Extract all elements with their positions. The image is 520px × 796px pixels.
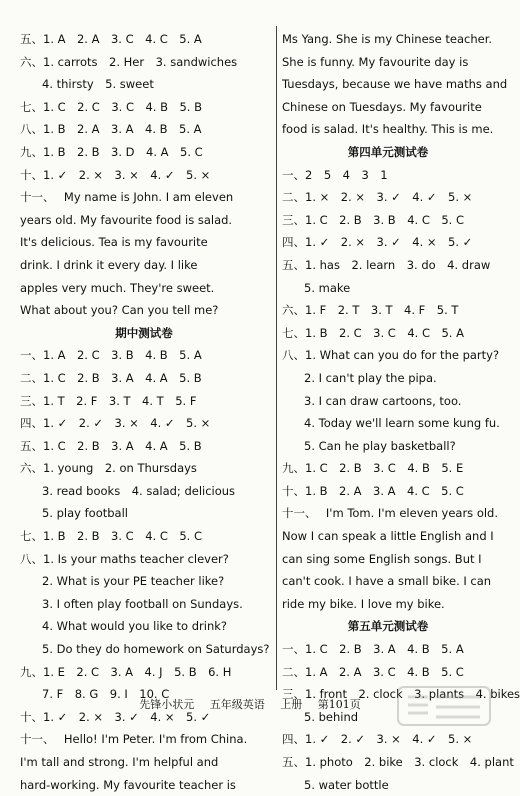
right-answer-line: 四、1. ✓ 2. ✓ 3. × 4. ✓ 5. × [282,732,473,747]
footer-grade: 五年级英语 [209,698,265,711]
left-answer-line: 5. Do they do homework on Saturdays? [42,642,270,657]
left-answer-line: 九、1. E 2. C 3. A 4. J 5. B 6. H [20,664,232,679]
right-answer-line: 九、1. C 2. B 3. C 4. B 5. E [282,461,464,476]
right-answer-line: 一、2 5 4 3 1 [282,167,388,182]
left-answer-line: 五、1. A 2. A 3. C 4. C 5. A [20,32,202,46]
right-answer-line: 4. Today we'll learn some kung fu. [304,416,500,431]
right-answer-line: She is funny. My favourite day is [282,54,469,69]
section-heading: 第四单元测试卷 [347,144,429,159]
left-answer-line: 三、1. T 2. F 3. T 4. T 5. F [20,393,197,408]
left-column [20,28,268,796]
left-answer-line: 七、1. C 2. C 3. C 4. B 5. B [20,99,203,114]
left-answer-line: hard-working. My favourite teacher is [20,777,236,792]
left-answer-line: 2. What is your PE teacher like? [42,574,225,589]
right-answer-line: 四、1. ✓ 2. × 3. ✓ 4. × 5. ✓ [282,235,473,250]
left-answer-line: 六、1. carrots 2. Her 3. sandwiches [20,54,238,69]
right-answer-line: 3. I can draw cartoons, too. [304,393,462,408]
right-answer-line: 十、1. B 2. A 3. A 4. C 5. C [282,483,464,498]
right-answer-line: Ms Yang. She is my Chinese teacher. [282,32,493,46]
right-answer-line: 5. Can he play basketball? [304,438,456,453]
right-answer-line: 五、1. has 2. learn 3. do 4. draw [282,257,491,272]
right-answer-line: Now I can speak a little English and I [282,529,494,544]
watermark-stamp-icon [396,685,492,727]
right-answer-line: 八、1. What can you do for the party? [282,348,500,363]
right-answer-line: Tuesdays, because we have maths and [282,77,508,92]
left-answer-line: 4. thirsty 5. sweet [42,77,154,92]
right-answer-line: 七、1. B 2. C 3. C 4. C 5. A [282,325,464,340]
right-column [282,28,520,796]
right-answer-line: 六、1. F 2. T 3. T 4. F 5. T [282,303,459,318]
left-answer-line: 5. play football [42,506,128,521]
right-answer-line: 五、1. photo 2. bike 3. clock 4. plant [282,755,514,769]
left-answer-line: 五、1. C 2. B 3. A 4. A 5. B [20,438,202,453]
section-heading: 期中测试卷 [115,325,173,340]
left-answer-line: 六、1. young 2. on Thursdays [20,461,197,476]
left-answer-line: 十一、 My name is John. I am eleven [20,190,234,205]
left-answer-line: 十、1. ✓ 2. × 3. × 4. ✓ 5. × [20,167,211,182]
left-answer-line: 一、1. A 2. C 3. B 4. B 5. A [20,348,202,363]
left-answer-line: 7. F 8. G 9. I 10. C [42,687,170,702]
left-answer-line: drink. I drink it every day. I like [20,257,198,272]
right-answer-line: ride my bike. I love my bike. [282,596,445,611]
section-heading: 第五单元测试卷 [347,619,429,634]
right-answer-line: 5. make [304,280,351,295]
right-answer-line: 二、1. A 2. A 3. C 4. B 5. C [282,664,464,679]
left-answer-line: 七、1. B 2. B 3. C 4. C 5. C [20,529,203,544]
right-answer-line: 十一、 I'm Tom. I'm eleven years old. [282,506,499,521]
left-answer-line: 二、1. C 2. B 3. A 4. A 5. B [20,370,202,385]
footer-page-number: 第101页 [317,698,361,711]
left-answer-line: 九、1. B 2. B 3. D 4. A 5. C [20,144,203,159]
right-answer-line: 2. I can't play the pipa. [304,370,437,385]
right-answer-line: can't cook. I have a small bike. I can [282,574,492,589]
left-answer-line: I'm tall and strong. I'm helpful and [20,755,219,769]
left-answer-line: apples very much. They're sweet. [20,280,215,295]
left-answer-line: 十、1. ✓ 2. × 3. ✓ 4. × 5. ✓ [20,709,211,724]
left-answer-line: 3. read books 4. salad; delicious [42,483,236,498]
right-answer-line: 5. behind [304,709,359,724]
left-answer-line: 十一、 Hello! I'm Peter. I'm from China. [20,732,248,747]
left-answer-line: 八、1. B 2. A 3. A 4. B 5. A [20,122,202,137]
footer-brand: 先锋小状元 [139,698,195,711]
left-answer-line: 3. I often play football on Sundays. [42,596,243,611]
left-answer-line: It's delicious. Tea is my favourite [20,235,208,250]
right-answer-line: 三、1. C 2. B 3. B 4. C 5. C [282,212,465,227]
right-answer-line: 三、1. front 2. clock 3. plants 4. bikes [282,687,520,702]
right-answer-line: 二、1. × 2. × 3. ✓ 4. ✓ 5. × [282,190,473,205]
left-answer-line: 四、1. ✓ 2. ✓ 3. × 4. ✓ 5. × [20,416,211,431]
right-answer-line: food is salad. It's healthy. This is me. [282,122,494,137]
left-answer-line: years old. My favourite food is salad. [20,212,233,227]
left-answer-line: 4. What would you like to drink? [42,619,228,634]
right-answer-line: can sing some English songs. But I [282,551,482,566]
left-answer-line: What about you? Can you tell me? [20,303,219,318]
footer-volume: 上册 [280,698,303,711]
right-answer-line: 5. water bottle [304,777,389,792]
column-divider [276,26,277,690]
right-answer-line: Chinese on Tuesdays. My favourite [282,99,482,114]
left-answer-line: 八、1. Is your maths teacher clever? [20,551,229,566]
right-answer-line: 一、1. C 2. B 3. A 4. B 5. A [282,642,464,657]
